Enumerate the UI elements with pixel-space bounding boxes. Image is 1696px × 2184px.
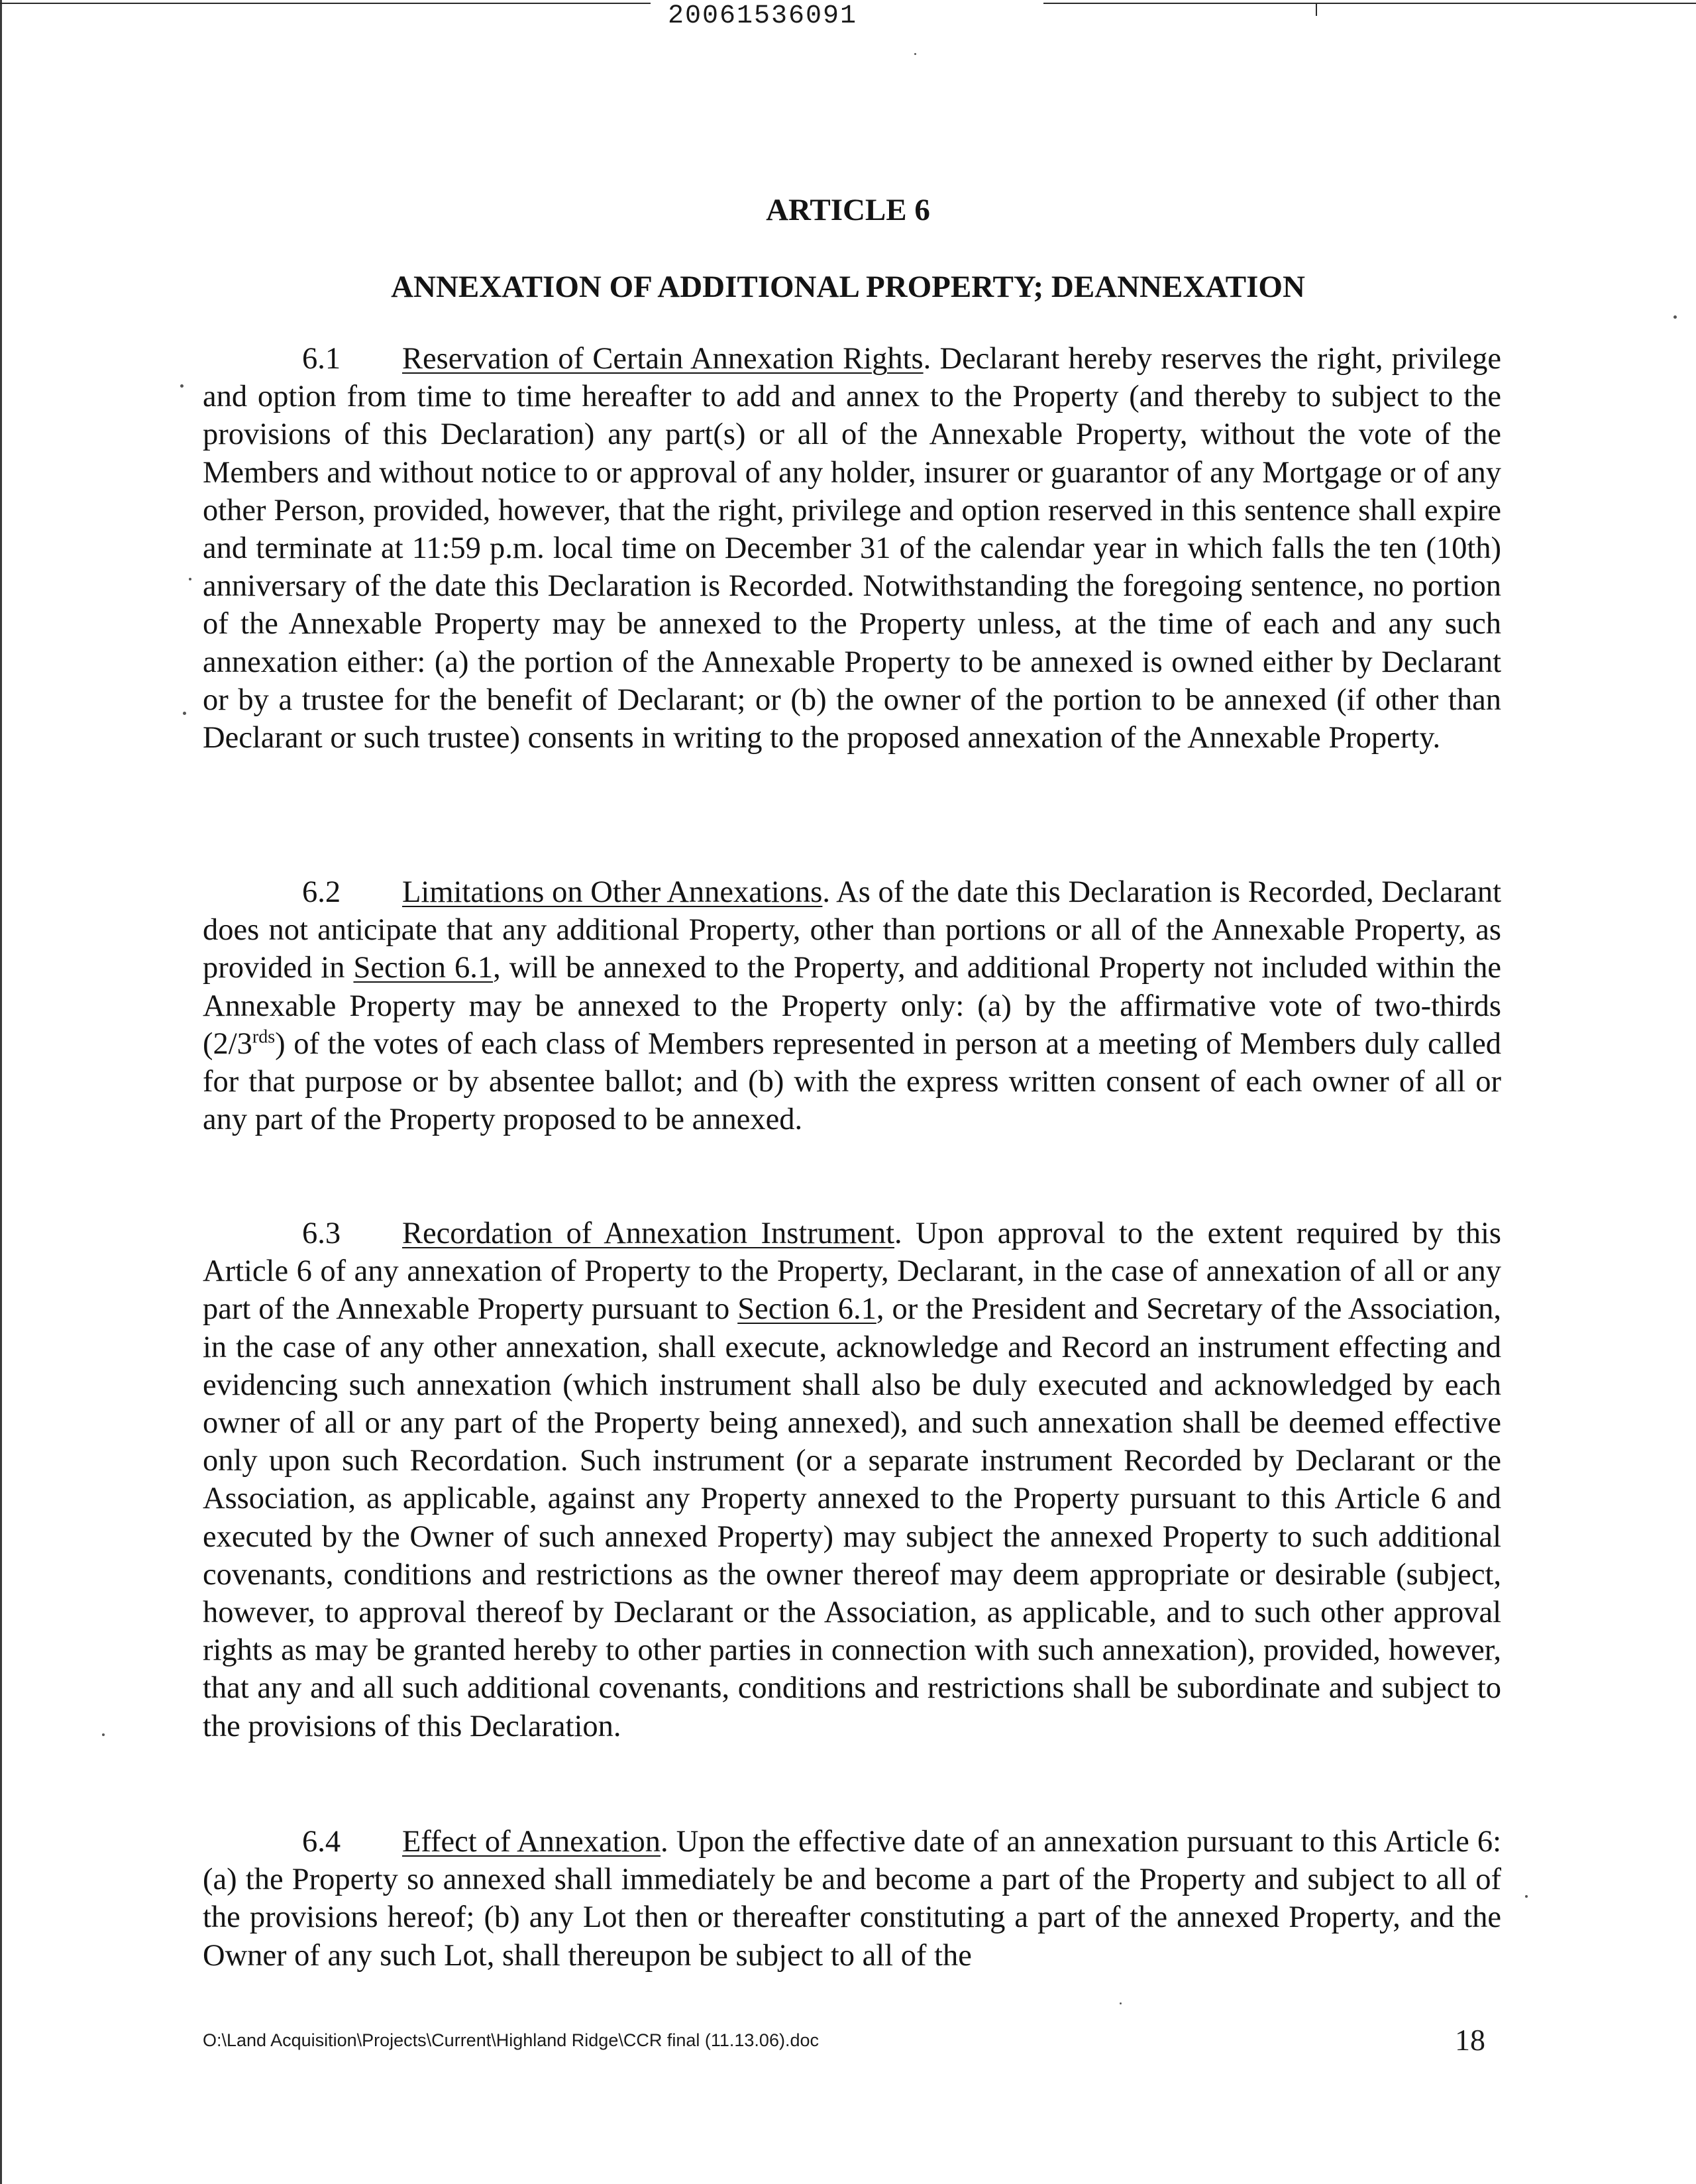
section-title: Recordation of Annexation Instrument: [402, 1217, 895, 1250]
section-number: 6.1: [302, 342, 341, 376]
header-tick-mark: [1316, 3, 1317, 16]
scan-speck: [1525, 1895, 1528, 1898]
header-rule-right: [1043, 3, 1696, 4]
section-6-2-paragraph: [203, 873, 1501, 1138]
section-title: Effect of Annexation: [402, 1825, 661, 1859]
superscript-ordinal: rds: [252, 1026, 276, 1048]
recording-number: 20061536091: [668, 1, 858, 31]
section-body: , or the President and Secretary of the Association, in the case of any other annexation, shall execute, acknowledge and Record an instrument effecting and evidencing such annexation (which instrument shall also be duly executed and acknowledged by each owner of all or any part of the Property being annexed), and such annexation shall be deemed effective only upon such Recordation. Such instrument (or a separate instrument Recorded by Declarant or the Association, as applicable, against any Property annexed to the Property pursuant to this Article 6 and executed by the Owner of such annexed Property) may subject the annexed Property to such additional covenants, conditions and restrictions as the owner thereof may deem appropriate or desirable (subject, however, to approval thereof by Declarant or the Association, as applicable, and to such other approval rights as may be granted hereby to other parties in connection with such annexation), provided, however, that any and all such additional covenants, conditions and restrictions shall be subordinate and subject to the provisions of this Declaration.: [203, 1292, 1501, 1743]
scan-speck: [1120, 2002, 1122, 2004]
scan-speck: [180, 384, 184, 388]
section-number: 6.2: [302, 875, 341, 909]
section-body: . Upon the effective date of an annexation pursuant to this Article 6: (a) the Property so annexed shall immediately be and become a part of the Property and subject to all of the provisions hereof; (b) any Lot then or thereafter constituting a part of the annexed Property, and the Owner of any such Lot, shall thereupon be subject to all of the: [203, 1825, 1501, 1973]
section-body: ) of the votes of each class of Members represented in person at a meeting of Members duly called for that purpose or by absentee ballot; and (b) with the express written consent of each owner of all or any part of the Property proposed to be annexed.: [203, 1026, 1501, 1137]
article-heading: ANNEXATION OF ADDITIONAL PROPERTY; DEANNEXATION: [391, 270, 1305, 304]
section-body: . As of the date this Declaration is Recorded, Declarant does not anticipate that any additional Property, other than portions or all of the Annexable Property, as provided in: [203, 875, 1501, 985]
section-reference: Section 6.1: [737, 1292, 876, 1327]
scan-speck: [183, 712, 186, 715]
section-reference: Section 6.1: [353, 951, 494, 985]
article-title: ARTICLE 6: [766, 193, 930, 227]
scan-speck: [1673, 315, 1677, 319]
page-number: 18: [1455, 2023, 1485, 2057]
footer-file-path: O:\Land Acquisition\Projects\Current\Highland Ridge\CCR final (11.13.06).doc: [203, 2030, 819, 2050]
section-body: , will be annexed to the Property, and additional Property not included within the Annexable Property may be annexed to the Property only: (a) by the affirmative vote of two-thirds (2/3: [203, 951, 1501, 1061]
header-rule-left: [0, 3, 651, 4]
section-body: . Upon approval to the extent required by this Article 6 of any annexation of Property to the Property, Declarant, in the case of annexation of all or any part of the Annexable Property pursuant to: [203, 1217, 1501, 1327]
section-6-1-paragraph: [203, 340, 1501, 757]
section-6-4-paragraph: [203, 1823, 1501, 1975]
section-6-3-paragraph: [203, 1215, 1501, 1745]
section-title: Reservation of Certain Annexation Rights: [402, 342, 924, 376]
section-body: . Declarant hereby reserves the right, privilege and option from time to time hereafter to add and annex to the Property (and thereby to subject to the provisions of this Declaration) any part(s) or all of the Annexable Property, without the vote of the Members and without notice to or approval of any holder, insurer or guarantor of any Mortgage or of any other Person, provided, however, that the right, privilege and option reserved in this sentence shall expire and terminate at 11:59 p.m. local time on December 31 of the calendar year in which falls the ten (10th) anniversary of the date this Declaration is Recorded. Notwithstanding the foregoing sentence, no portion of the Annexable Property may be annexed to the Property unless, at the time of each and any such annexation either: (a) the portion of the Annexable Property to be annexed is owned either by Declarant or by a trustee for the benefit of Declarant; or (b) the owner of the portion to be annexed (if other than Declarant or such trustee) consents in writing to the proposed annexation of the Annexable Property.: [203, 342, 1501, 755]
scan-speck: [914, 53, 916, 55]
scan-speck: [102, 1733, 105, 1736]
scan-speck: [189, 578, 191, 580]
section-number: 6.4: [302, 1825, 341, 1859]
section-number: 6.3: [302, 1217, 341, 1250]
section-title: Limitations on Other Annexations: [402, 875, 823, 909]
scan-edge-left: [0, 0, 2, 2184]
